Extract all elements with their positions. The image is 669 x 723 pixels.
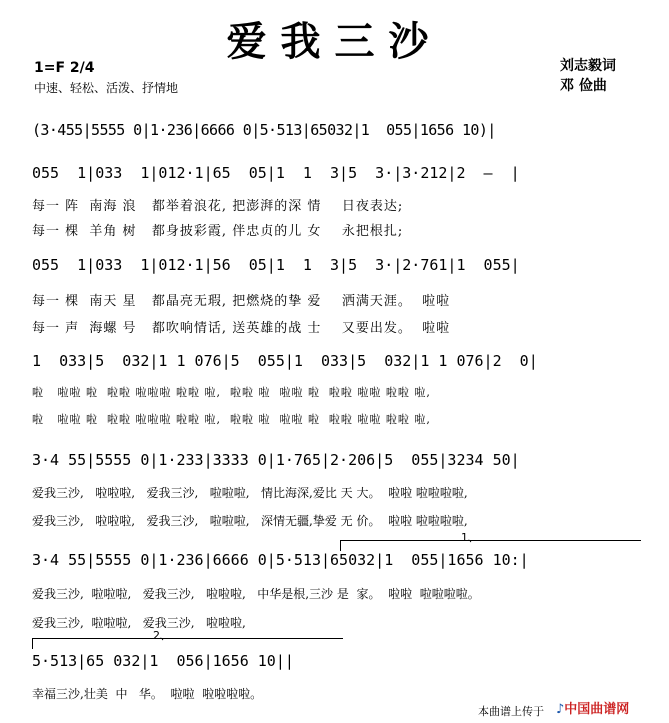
song-title: 爱我三沙 (226, 18, 443, 65)
first-ending-bracket (340, 531, 641, 551)
second-ending-bracket (32, 629, 343, 649)
lyric-line-7: 幸福三沙,壮美 中 华。 啦啦 啦啦啦啦。 (32, 687, 263, 701)
lyric-line-6-verse-1: 爱我三沙, 啦啦啦, 爱我三沙, 啦啦啦, 中华是根,三沙 是 家。 啦啦 啦啦啦啦。 (32, 587, 480, 601)
notation-line-5: 3·4 55|5555 0|1·233|3333 0|1·765|2·206|5 055|3234 50| (32, 451, 520, 469)
lyric-line-4-verse-2: 啦 啦啦 啦 啦啦 啦啦啦 啦啦 啦, 啦啦 啦 啦啦 啦 啦啦 啦啦 啦啦 啦, (32, 413, 431, 426)
music-note-icon: ♪ (556, 702, 565, 717)
composer-credit: 邓 俭曲 (560, 78, 607, 94)
lyric-line-5-verse-2: 爱我三沙, 啦啦啦, 爱我三沙, 啦啦啦, 深情无疆,挚爱 无 价。 啦啦 啦啦啦啦, (32, 514, 468, 528)
site-logo[interactable] (556, 698, 629, 717)
lyric-line-2-verse-1: 每一 阵 南海 浪 都举着浪花, 把澎湃的深 情 日夜表达; (32, 199, 404, 214)
tempo-marking: 中速、轻松、活泼、抒情地 (34, 81, 179, 95)
site-logo-text: 中国曲谱网 (564, 702, 630, 717)
notation-line-3: 055 1|033 1|012·1|56 05|1 1 3|5 3·|2·761|1 055| (32, 256, 520, 274)
lyric-line-5-verse-1: 爱我三沙, 啦啦啦, 爱我三沙, 啦啦啦, 情比海深,爱比 天 大。 啦啦 啦啦啦啦, (32, 486, 468, 500)
lyricist-credit: 刘志毅词 (560, 58, 616, 74)
key-signature: 1=F 2/4 (34, 60, 95, 76)
lyric-line-4-verse-1: 啦 啦啦 啦 啦啦 啦啦啦 啦啦 啦, 啦啦 啦 啦啦 啦 啦啦 啦啦 啦啦 啦, (32, 386, 431, 399)
lyric-line-6-verse-2: 爱我三沙, 啦啦啦, 爱我三沙, 啦啦啦, (32, 616, 246, 630)
lyric-line-3-verse-2: 每一 声 海螺 号 都吹响情话, 送英雄的战 士 又要出发。 啦啦 (32, 321, 451, 336)
notation-line-4: 1 033|5 032|1 1 076|5 055|1 033|5 032|1 1 076|2 0| (32, 352, 538, 370)
lyric-line-2-verse-2: 每一 棵 羊角 树 都身披彩霞, 伴忠贞的儿 女 永把根扎; (32, 224, 404, 239)
notation-line-2: 055 1|033 1|012·1|65 05|1 1 3|5 3·|3·212|2 — | (32, 164, 520, 182)
second-ending-label: 2、 (153, 629, 171, 642)
notation-line-1: (3·455|5555 0|1·236|6666 0|5·513|65032|1 055|1656 10)| (32, 121, 496, 139)
notation-line-7: 5·513|65 032|1 056|1656 10|| (32, 652, 294, 670)
first-ending-label: 1、 (461, 531, 479, 544)
notation-line-6: 3·4 55|5555 0|1·236|6666 0|5·513|65032|1 055|1656 10:| (32, 551, 529, 569)
footer-upload-text: 本曲谱上传于 (478, 705, 544, 718)
lyric-line-3-verse-1: 每一 棵 南天 星 都晶亮无瑕, 把燃烧的挚 爱 洒满天涯。 啦啦 (32, 294, 451, 309)
